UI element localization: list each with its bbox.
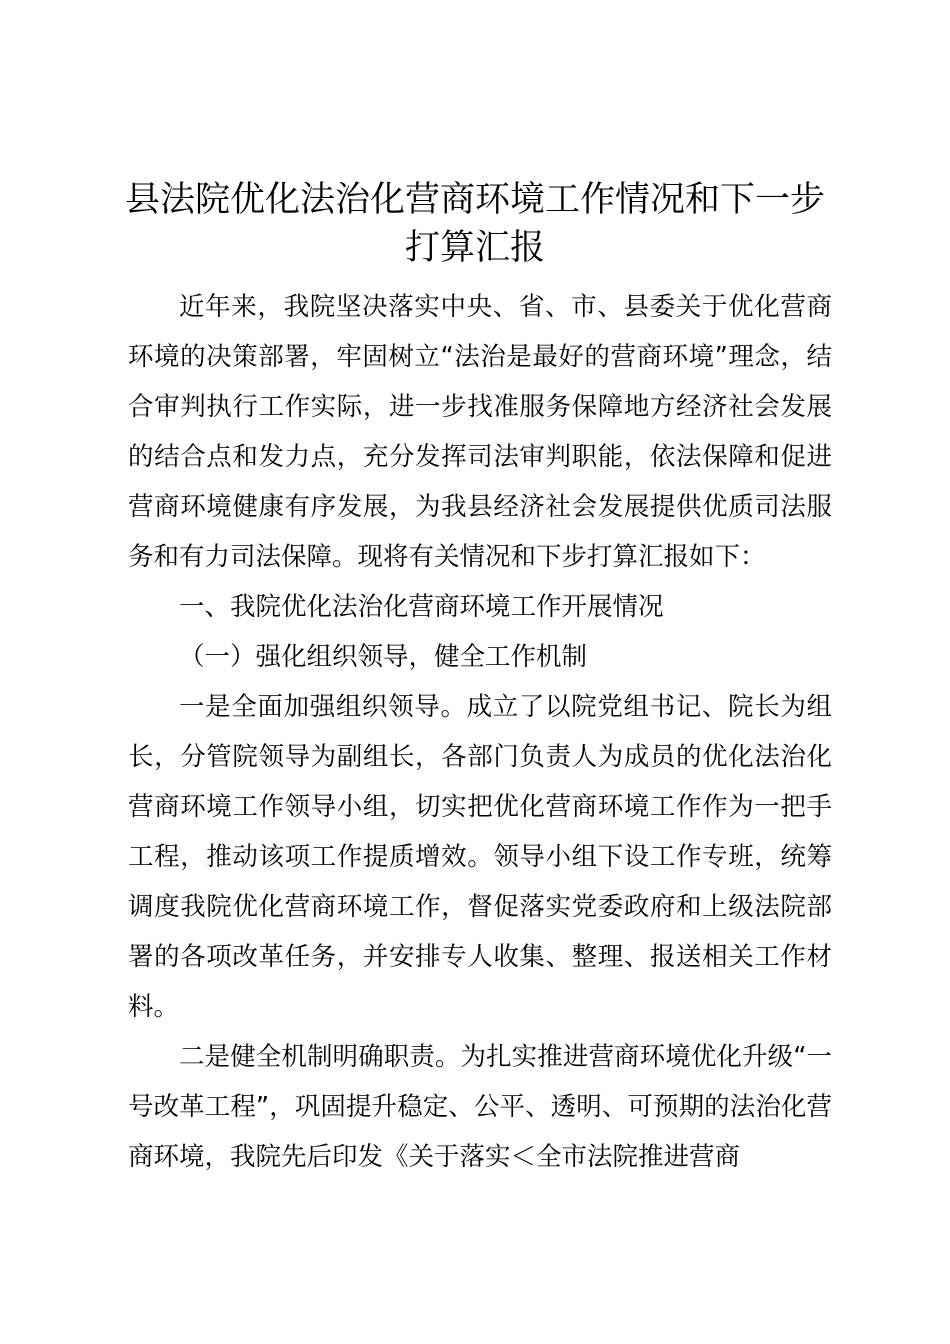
document-body <box>128 282 832 1182</box>
section-heading-1: 一、我院优化法治化营商环境工作开展情况 <box>179 592 664 622</box>
intro-paragraph: 近年来，我院坚决落实中央、省、市、县委关于优化营商环境的决策部署，牢固树立“法治是最好的营商环境”理念，结合审判执行工作实际，进一步找准服务保障地方经济社会发展的结合点和发力点，充分发挥司法审判职能，依法保障和促进营商环境健康有序发展，为我县经济社会发展提供优质司法服务和有力司法保障。现将有关情况和下步打算汇报如下： <box>128 292 832 572</box>
body-paragraph-mechanism: 二是健全机制明确职责。为扎实推进营商环境优化升级“一号改革工程”，巩固提升稳定、公平、透明、可预期的法治化营商环境，我院先后印发《关于落实＜全市法院推进营商 <box>128 1042 832 1172</box>
body-paragraph-leadership: 一是全面加强组织领导。成立了以院党组书记、院长为组长，分管院领导为副组长，各部门负责人为成员的优化法治化营商环境工作领导小组，切实把优化营商环境工作作为一把手工程，推动该项工作提质增效。领导小组下设工作专班，统筹调度我院优化营商环境工作，督促落实党委政府和上级法院部署的各项改革任务，并安排专人收集、整理、报送相关工作材料。 <box>128 692 832 1022</box>
subsection-heading-1: （一）强化组织领导，健全工作机制 <box>179 642 588 672</box>
document-title: 县法院优化法治化营商环境工作情况和下一步打算汇报 <box>124 180 825 268</box>
